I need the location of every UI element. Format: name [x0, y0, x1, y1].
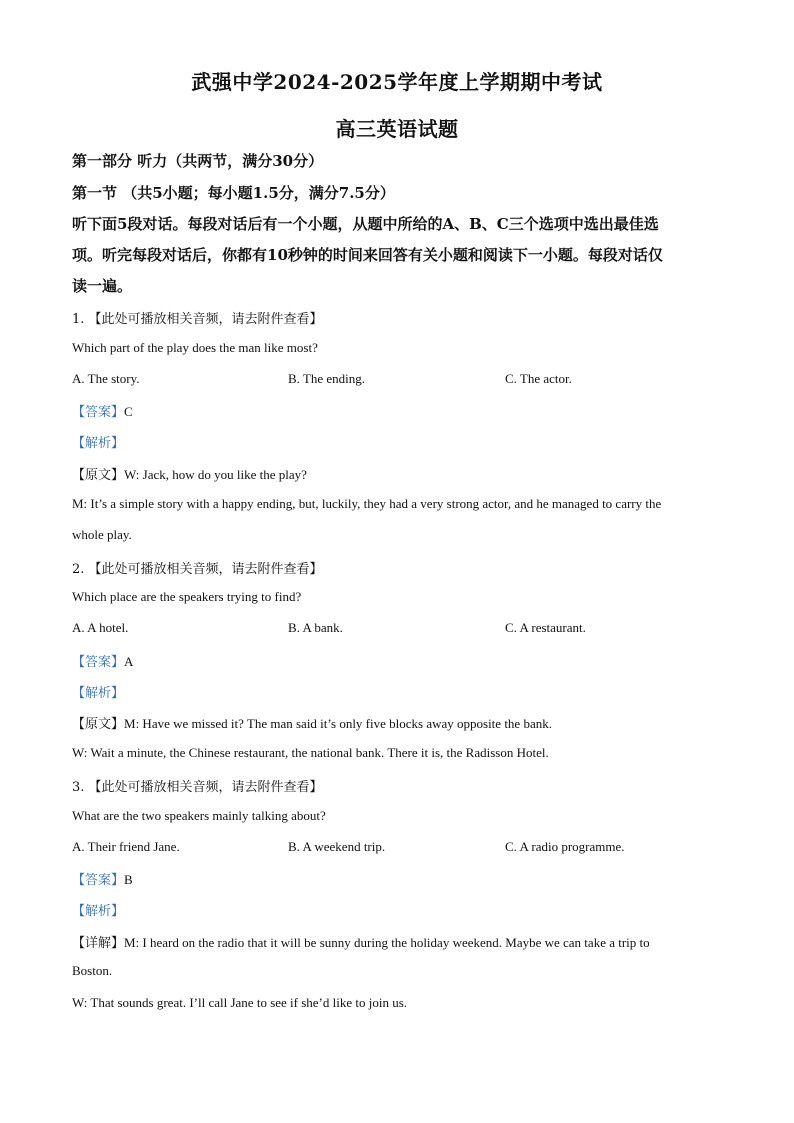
transcript-text: whole play. — [72, 527, 132, 542]
question-stem: Which place are the speakers trying to find? — [72, 589, 302, 604]
transcript-label: 【原文】 — [72, 468, 125, 483]
answer-value: B — [124, 872, 133, 887]
transcript-line — [72, 932, 732, 951]
answer-value: A — [124, 654, 134, 669]
option-a: A. The story. — [72, 371, 140, 386]
transcript-text: M: I heard on the radio that it will be sunny during the holiday weekend. Maybe we can take a trip to — [124, 935, 650, 950]
audio-note: 1. 【此处可播放相关音频，请去附件查看】 — [72, 312, 323, 327]
audio-note: 3. 【此处可播放相关音频，请去附件查看】 — [72, 780, 323, 795]
transcript-text: W: Wait a minute, the Chinese restaurant, the national bank. There it is, the Radisson Hotel. — [72, 745, 549, 760]
part-heading: 第一部分 听力（共两节，满分30分） — [72, 152, 324, 170]
question-stem: Which part of the play does the man like most? — [72, 340, 318, 355]
option-c: C. A restaurant. — [505, 620, 586, 635]
option-a: A. A hotel. — [72, 620, 129, 635]
instructions-line-1: 听下面5段对话。每段对话后有一个小题，从题中所给的A、B、C三个选项中选出最佳选 — [72, 215, 659, 233]
instructions-line-3: 读一遍。 — [72, 277, 133, 295]
question-stem: What are the two speakers mainly talking about? — [72, 808, 326, 823]
answer-value: C — [124, 404, 133, 419]
transcript-text: Boston. — [72, 963, 113, 978]
option-a: A. Their friend Jane. — [72, 839, 180, 854]
answer-label: 【答案】 — [72, 655, 125, 670]
transcript-text: M: It’s a simple story with a happy ending, but, luckily, they had a very strong actor, and he managed to carry the — [72, 496, 662, 511]
option-b: B. A bank. — [288, 620, 343, 635]
analysis-label: 【解析】 — [72, 904, 125, 919]
exam-title: 武强中学2024-2025学年度上学期期中考试 — [191, 70, 603, 94]
answer-line — [72, 651, 732, 670]
analysis-label: 【解析】 — [72, 686, 125, 701]
answer-label: 【答案】 — [72, 873, 125, 888]
option-c: C. The actor. — [505, 371, 572, 386]
transcript-line — [72, 464, 732, 483]
answer-line — [72, 869, 732, 888]
answer-line — [72, 401, 732, 420]
section-heading: 第一节 （共5小题；每小题1.5分，满分7.5分） — [72, 184, 395, 202]
analysis-label: 【解析】 — [72, 436, 125, 451]
transcript-text: W: That sounds great. I’ll call Jane to see if she’d like to join us. — [72, 995, 408, 1010]
option-b: B. The ending. — [288, 371, 366, 386]
option-c: C. A radio programme. — [505, 839, 625, 854]
transcript-text: W: Jack, how do you like the play? — [124, 467, 307, 482]
answer-label: 【答案】 — [72, 405, 125, 420]
transcript-line — [72, 713, 732, 732]
transcript-text: M: Have we missed it? The man said it’s only five blocks away opposite the bank. — [124, 716, 552, 731]
option-b: B. A weekend trip. — [288, 839, 386, 854]
instructions-line-2: 项。听完每段对话后，你都有10秒钟的时间来回答有关小题和阅读下一小题。每段对话仅 — [72, 246, 663, 264]
exam-subtitle: 高三英语试题 — [335, 117, 459, 141]
transcript-label: 【原文】 — [72, 717, 125, 732]
transcript-label: 【详解】 — [72, 936, 125, 951]
audio-note: 2. 【此处可播放相关音频，请去附件查看】 — [72, 562, 323, 577]
